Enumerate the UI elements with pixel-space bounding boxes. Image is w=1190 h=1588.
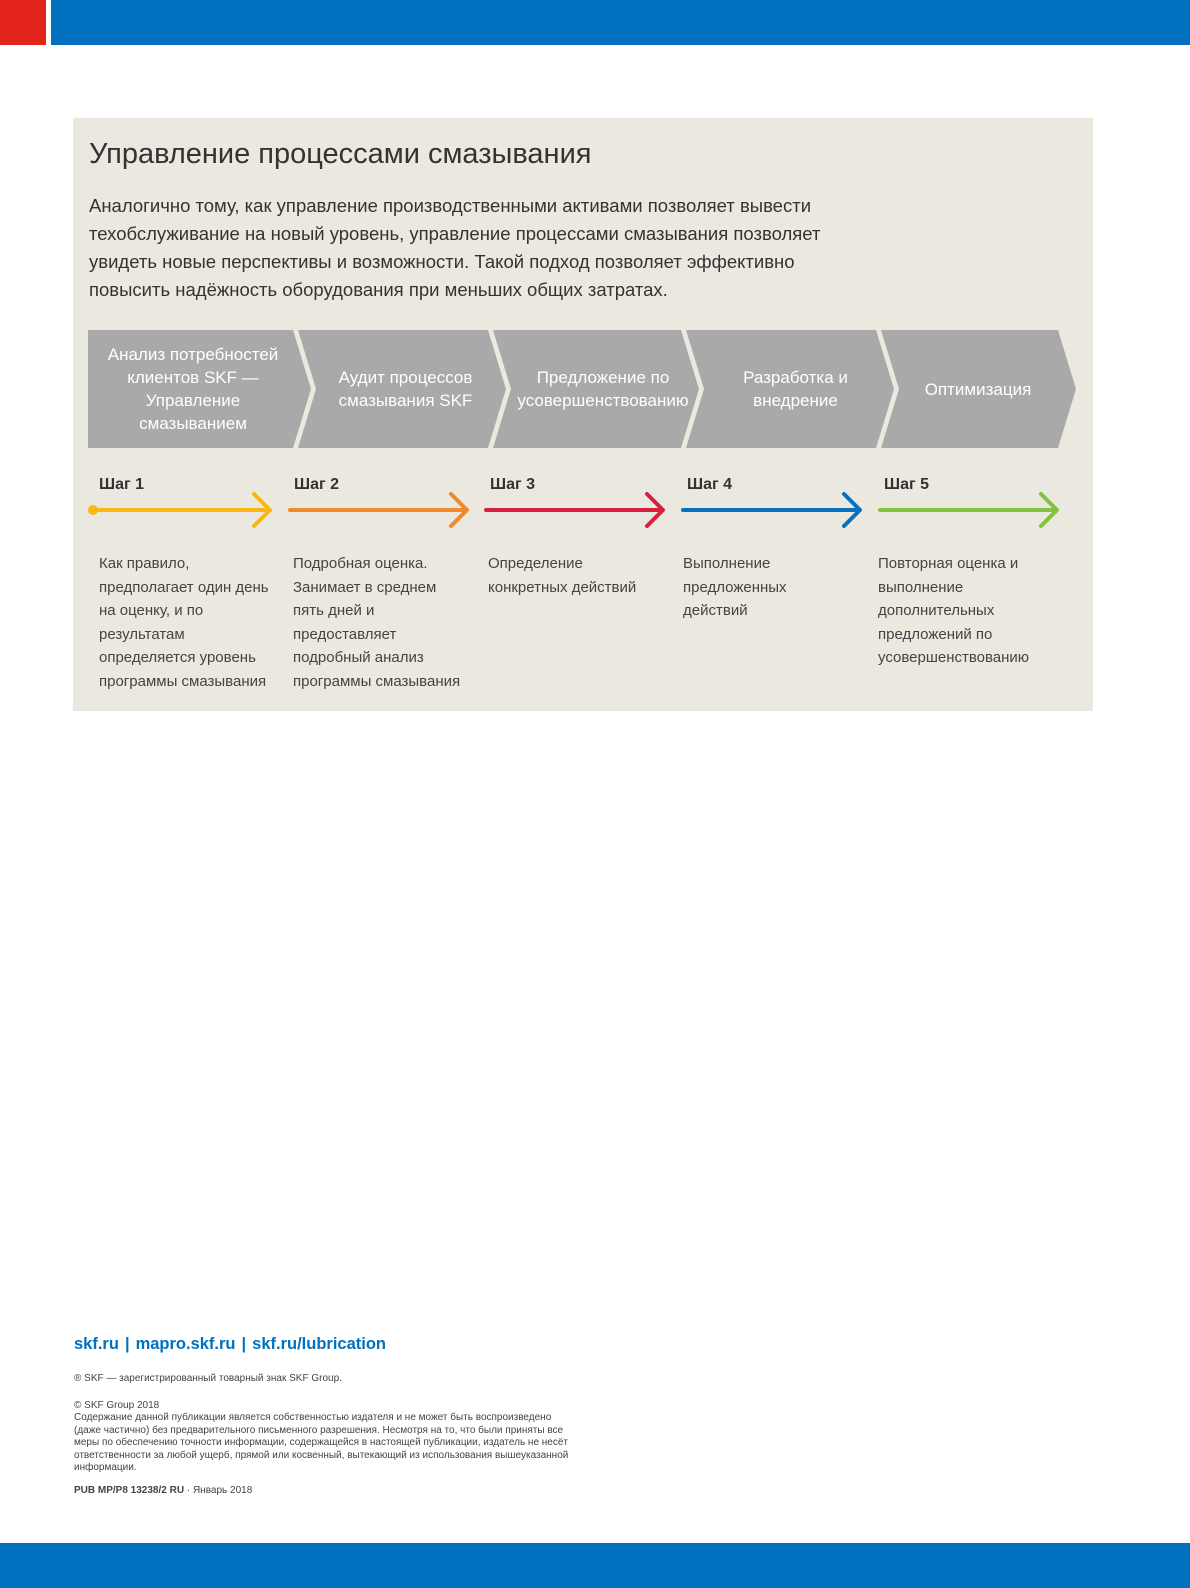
step-2-label: Шаг 2 xyxy=(294,476,339,493)
footer-link-separator: | xyxy=(241,1335,247,1353)
step-4-description: Выполнение предложенных действий xyxy=(683,555,787,619)
step-5-arrow xyxy=(880,494,1057,526)
phase-4-label: Разработка и внедрение xyxy=(743,368,848,410)
lubrication-management-panel xyxy=(73,118,1093,711)
phase-5-label: Оптимизация xyxy=(924,379,1032,399)
legal-disclaimer: Содержание данной публикации является собственностью издателя и не может быть воспроизведено (даже частично) без предварительного письменного разрешения. Несмотря на то, что были приняты все меры по обеспечению точности информации, содержащейся в настоящей публикации, издатель не несёт ответственности за любой ущерб, прямой или косвенный, вытекающий из использования вышеуказанной информации. xyxy=(74,1412,569,1473)
step-3-arrow xyxy=(486,494,663,526)
step-3-description: Определение конкретных действий xyxy=(488,555,637,596)
footer-link-mapro[interactable]: mapro.skf.ru xyxy=(135,1335,236,1353)
step-1-description: Как правило, предполагает один день на оценку, и по результатам определяется уровень программы смазывания xyxy=(99,555,269,690)
panel-intro-text: Аналогично тому, как управление производственными активами позволяет вывести техобслуживание на новый уровень, управление процессами смазывания позволяет увидеть новые перспективы и возможности. Такой подход позволяет эффективно повысить надёжность оборудования при меньших общих затратах. xyxy=(89,195,821,300)
publication-code xyxy=(74,1485,252,1498)
step-3-label: Шаг 3 xyxy=(490,476,535,493)
step-arrows xyxy=(88,484,1078,534)
phase-3-label: Предложение по усовершенствованию xyxy=(517,368,689,410)
publication-number: PUB MP/P8 13238/2 RU xyxy=(74,1485,185,1496)
step-1-arrow xyxy=(88,494,270,526)
copyright-notice: © SKF Group 2018 xyxy=(74,1400,160,1411)
footer-link-separator: | xyxy=(124,1335,130,1353)
step-4-arrow xyxy=(683,494,860,526)
bottom-bar-blue xyxy=(0,1543,1190,1588)
phase-2-label: Аудит процессов смазывания SKF xyxy=(338,368,473,410)
step-5-description: Повторная оценка и выполнение дополнительных предложений по усовершенствованию xyxy=(878,555,1030,666)
panel-title: Управление процессами смазывания xyxy=(89,138,592,170)
step-2-description: Подробная оценка. Занимает в среднем пять дней и предоставляет подробный анализ программы смазывания xyxy=(293,555,461,690)
step-5-label: Шаг 5 xyxy=(884,476,929,493)
footer-link-skf[interactable]: skf.ru xyxy=(74,1335,119,1353)
top-bar-blue xyxy=(51,0,1190,45)
step-1-label: Шаг 1 xyxy=(99,476,144,493)
phase-1-label: Анализ потребностей клиентов SKF — Управление смазыванием xyxy=(107,345,279,433)
top-bar-red-block xyxy=(0,0,46,45)
step-2-arrow xyxy=(290,494,467,526)
trademark-notice: ® SKF — зарегистрированный товарный знак SKF Group. xyxy=(74,1373,342,1384)
publication-date: · Январь 2018 xyxy=(186,1485,253,1496)
step-4-label: Шаг 4 xyxy=(687,476,732,493)
footer-links xyxy=(74,1335,386,1354)
footer-link-lubrication[interactable]: skf.ru/lubrication xyxy=(252,1335,386,1353)
